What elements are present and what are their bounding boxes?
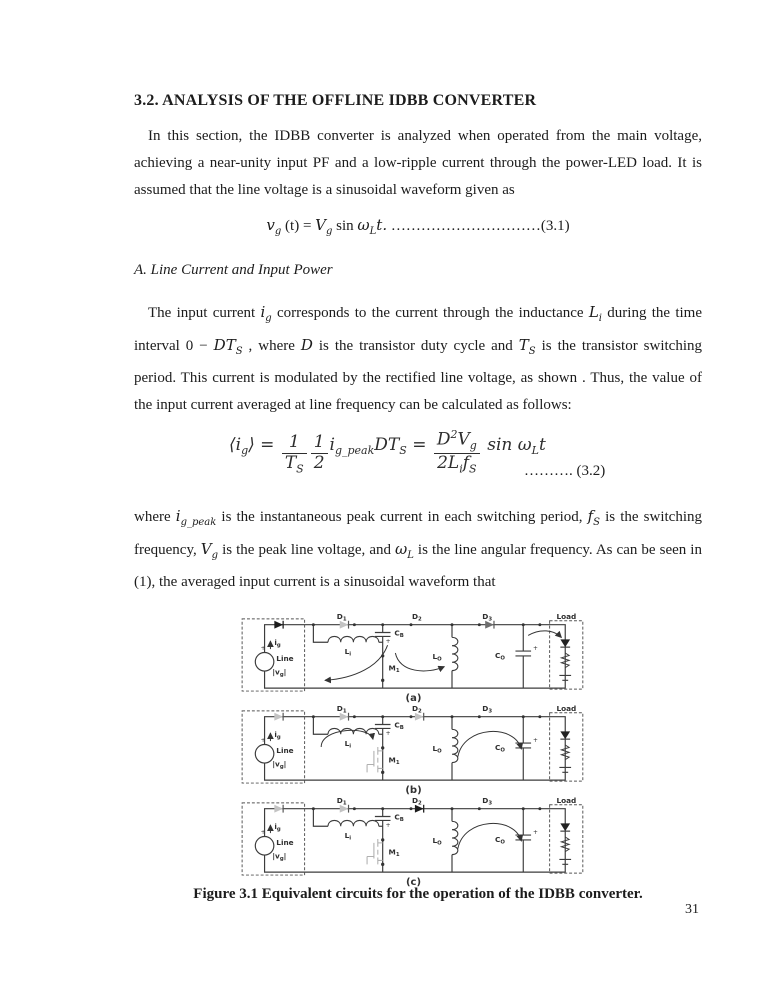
p3-math-sub: S [593,517,601,528]
eq32-f3-V: V [457,429,470,450]
circuit-c [231,796,591,878]
eq31-var: v [266,216,275,234]
p2-math: DT [213,336,236,354]
eq31-omega: ω [357,216,370,234]
p2-run: The input current [148,305,261,321]
eq32-f1-den [282,454,307,476]
eq32-f1-num: 1 [282,433,307,454]
eq32-i: i [329,434,335,455]
eq32-f3-V-sub: g [469,439,477,453]
eq32-f2-den: 2 [313,452,325,473]
eq32-equals2: = [406,434,432,455]
subsection-heading: A. Line Current and Input Power [134,262,333,278]
p3-run: is the switching frequency, [134,509,702,558]
p2-math-sub: S [528,346,536,357]
eq32-f1-den-sub: S [296,462,304,476]
eq32-equals: ⟩ = [248,434,280,455]
eq31-sin: sin [332,218,358,234]
p2-math: i [260,303,266,321]
current-arrow-li [325,645,387,680]
p2-run: corresponds to the current through the inductance [271,305,589,321]
eq31-number: (3.1) [540,218,570,234]
eq32-lhs: ⟨i [229,434,242,455]
p2-math-sub: i [598,313,602,324]
paragraph-3 [134,503,702,596]
paragraph-2 [134,299,702,419]
eq31-sub: g [274,226,282,237]
p2-run: is the transistor duty cycle and [312,338,519,354]
figure-caption: Figure 3.1 Equivalent circuits for the operation of the IDBB converter. [193,886,643,902]
p2-run: , where [242,338,301,354]
eq32-f3-2L: 2L [437,452,460,473]
eq32-t: t [538,434,546,455]
eq32-f2-num: 1 [311,433,328,454]
sublabel-c: (c) [405,877,422,888]
eq32-f1-den-T: T [284,452,297,473]
eq32-frac2 [311,433,328,473]
eq32-f3-2L-sub: i [459,462,463,476]
eq32-f3-den [434,454,480,476]
p3-math: V [200,540,212,558]
paragraph-1: In this section, the IDBB converter is analyzed when operated from the main voltage, achieving a near-unity input PF and a low-ripple current through the power-LED load. It is assumed that the line voltage is a sinusoidal waveform given as [134,128,702,198]
eq32-frac3 [434,429,480,476]
sublabel-a: (a) [405,693,422,704]
p3-run: where [134,509,176,525]
page-number: 31 [685,902,699,917]
current-arrow-load [528,631,561,638]
eq31-Vsub: g [326,226,333,237]
eq32-f3-exp: 2 [450,428,458,441]
p2-run: during the time interval 0 − [134,305,702,354]
input-diode-off-icon [274,713,283,721]
eq32-i-sub: g_peak [334,444,375,458]
p2-run: is the transistor switching period. This current is modulated by the rectified line voltage, as shown . Thus, the value of the input current averaged at line frequency can be calculated as follows: [134,338,702,413]
p2-math: D [300,336,313,354]
mosfet-m1-icon [367,747,383,772]
figure-3-1 [231,612,596,888]
p3-math: ω [395,540,408,558]
eq31-t: t. [376,216,388,234]
eq32-number: ………. (3.2) [524,463,606,479]
p2-math-sub: g [265,313,272,324]
eq31-osub: L [369,226,377,237]
eq32-f3-f: f [462,452,470,473]
mosfet-m1-icon [367,839,383,864]
circuit-b [231,704,591,786]
eq32-f3-f-sub: S [469,462,477,476]
eq32-math [229,429,546,476]
equation-3-1 [134,212,702,239]
eq32-frac1 [282,433,307,476]
eq32-f3-D: D [436,429,451,450]
equation-3-2 [134,425,702,489]
current-arrow-lo-loop [458,823,521,848]
eq32-sin: sin ω [481,434,532,455]
eq31-leaders: ………………………… [387,218,541,234]
eq32-DT: DT [374,434,400,455]
p2-math-sub: S [235,346,243,357]
p3-math-sub: g_peak [180,517,217,528]
p3-run: is the instantaneous peak current in each switching period, [216,509,588,525]
eq32-sin-sub: L [531,444,539,458]
eq31-mid: (t) = [281,218,316,234]
p3-run: is the line angular frequency. As can be seen in (1), the averaged input current is a sinusoidal waveform that [134,542,702,590]
p3-math-sub: L [407,550,414,561]
p3-run: is the peak line voltage, and [218,542,396,558]
circuit-a [231,612,591,694]
p2-math: L [588,303,599,321]
section-heading: 3.2. ANALYSIS OF THE OFFLINE IDBB CONVERTER [134,92,537,109]
eq32-f3-num [434,429,480,454]
p3-math: i [175,507,181,525]
eq31-V: V [315,216,326,234]
p3-math: f [587,507,594,525]
eq32-DT-sub: S [399,444,407,458]
input-diode-off-icon [274,805,283,813]
p2-math: T [518,336,529,354]
sublabel-b: (b) [405,785,422,796]
p3-math-sub: g [211,550,219,561]
input-diode-on-icon [274,621,283,629]
eq32-lhs-sub: g [241,444,249,458]
current-arrow-lo-loop [458,731,521,756]
